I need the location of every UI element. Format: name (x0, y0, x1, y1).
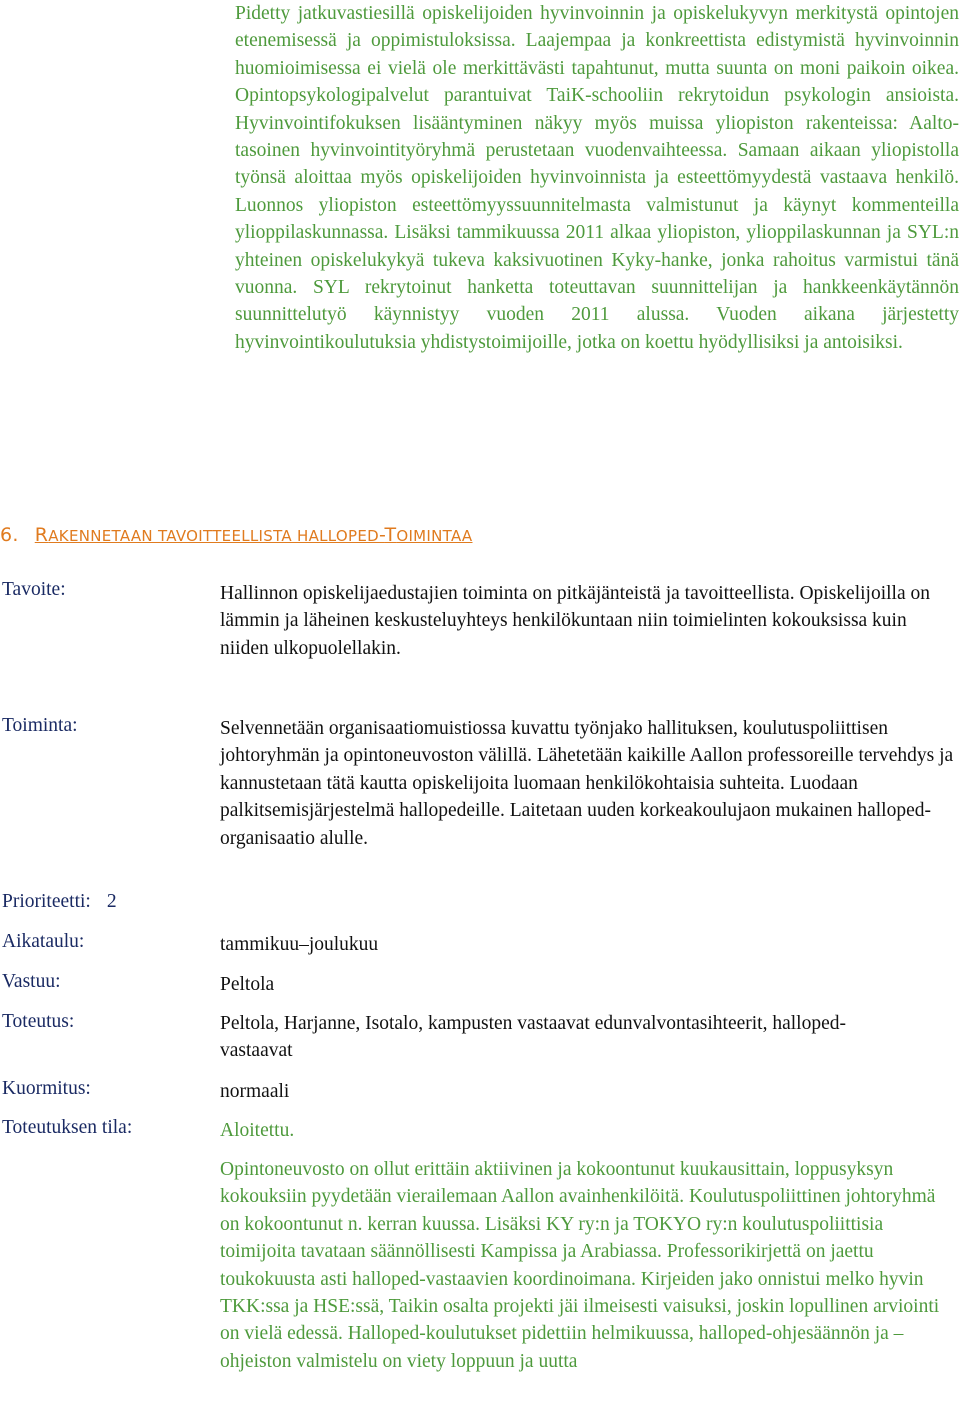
prioriteetti-value: 2 (106, 891, 117, 912)
section-title-initial: T (384, 524, 397, 546)
intro-paragraph: Pidetty jatkuvastiesillä opiskelijoiden hyvinvoinnin ja opiskelukyvyn merkitystä opintojen etenemisessä ja oppimistuloksissa. Laajempaa ja konkreettista edistymistä hyvinvoinnin huomioimisessa ei vielä ole merkittävästi tapahtunut, mutta suunta on moni paikoin oikea. Opintopsykologipalvelut parantuivat TaiK-schooliin rekrytoidun psykologin ansioista. Hyvinvointifokuksen lisääntyminen näkyy myös muissa yliopiston rakenteissa: Aalto-tasoinen hyvinvointityöryhmä perustetaan vuodenvaihteessa. Samaan aikaan yliopistolla työnsä aloittaa myös opiskelijoiden hyvinvoinnista ja esteettömyydestä vastaava henkilö. Luonnos yliopiston esteettömyyssuunnitelmasta valmistunut ja käynyt kommenteilla ylioppilaskunnassa. Lisäksi tammikuussa 2011 alkaa yliopiston, ylioppilaskunnan ja SYL:n yhteinen opiskelukykyä tukeva kaksivuotinen Kyky-hanke, jonka rahoitus varmistui tänä vuonna. SYL rekrytoinut hanketta toteuttavan suunnittelijan ja hankkeenkäytännön suunnittelutyö käynnistyy vuoden 2011 alussa. Vuoden aikana järjestetty hyvinvointikoulutuksia yhdistystoimijoille, jotka on koettu hyödyllisiksi ja antoisiksi. (235, 3, 959, 353)
section-heading (0, 524, 473, 546)
tavoite-label: Tavoite: (2, 579, 66, 600)
tavoite-value: Hallinnon opiskelijaedustajien toiminta on pitkäjänteistä ja tavoitteellista. Opiskelijoilla on lämmin ja läheinen keskusteluyhteys henkilökuntaan niin toimielinten kokouksissa kuin niiden ulkopuolellakin. (220, 583, 930, 659)
prioriteetti-label (2, 891, 117, 913)
aikataulu-value: tammikuu–joulukuu (220, 934, 379, 955)
tila-value: Aloitettu. (220, 1120, 295, 1141)
toiminta-label: Toiminta: (2, 715, 78, 736)
section-title-dash: - (379, 524, 385, 546)
kuormitus-value: normaali (220, 1081, 290, 1102)
section-title-part: AKENNETAAN TAVOITTEELLISTA HALLOPED (48, 527, 380, 545)
aikataulu-label: Aikataulu: (2, 931, 85, 952)
vastuu-label: Vastuu: (2, 971, 61, 992)
section-title-part: OIMINTAA (396, 527, 473, 545)
section-title (35, 524, 473, 546)
section-number: 6. (0, 524, 19, 546)
tila-label: Toteutuksen tila: (2, 1117, 133, 1138)
vastuu-value: Peltola (220, 974, 275, 995)
prioriteetti-label-text: Prioriteetti: (2, 891, 91, 912)
kuormitus-label: Kuormitus: (2, 1078, 91, 1099)
section-title-initial: R (34, 524, 49, 546)
toiminta-value: Selvennetään organisaatiomuistiossa kuvattu työnjako hallituksen, koulutuspoliittisen johtoryhmän ja opintoneuvoston välillä. Lähetetään kaikille Aallon professoreille tervehdys ja kannustetaan tätä kautta opiskelijoita luomaan henkilökohtaisia suhteita. Luodaan palkitsemisjärjestelmä hallopedeille. Laitetaan uuden korkeakoulujaon mukainen halloped-organisaatio alulle. (220, 718, 954, 849)
tila-report: Opintoneuvosto on ollut erittäin aktiivinen ja kokoontunut kuukausittain, loppusyksyn kokouksiin pyydetään vierailemaan Aallon avainhenkilöitä. Koulutuspoliittinen johtoryhmä on kokoontunut n. kerran kuussa. Lisäksi KY ry:n ja TOKYO ry:n koulutuspoliittisia toimijoita tavataan säännöllisesti Kampissa ja Arabiassa. Professorikirjettä on jaettu toukokuusta asti halloped-vastaavien koordinoimana. Kirjeiden jako onnistui melko hyvin TKK:ssa ja HSE:ssä, Taikin osalta projekti jäi ilmeisesti vaisuksi, joskin lopullinen arviointi on vielä edessä. Halloped-koulutukset pidettiin helmikuussa, halloped-ohjesäännön ja –ohjeiston valmistelu on viety loppuun ja uutta (220, 1159, 940, 1372)
toteutus-label: Toteutus: (2, 1011, 75, 1032)
toteutus-value: Peltola, Harjanne, Isotalo, kampusten vastaavat edunvalvontasihteerit, halloped-vastaavat (220, 1013, 846, 1062)
